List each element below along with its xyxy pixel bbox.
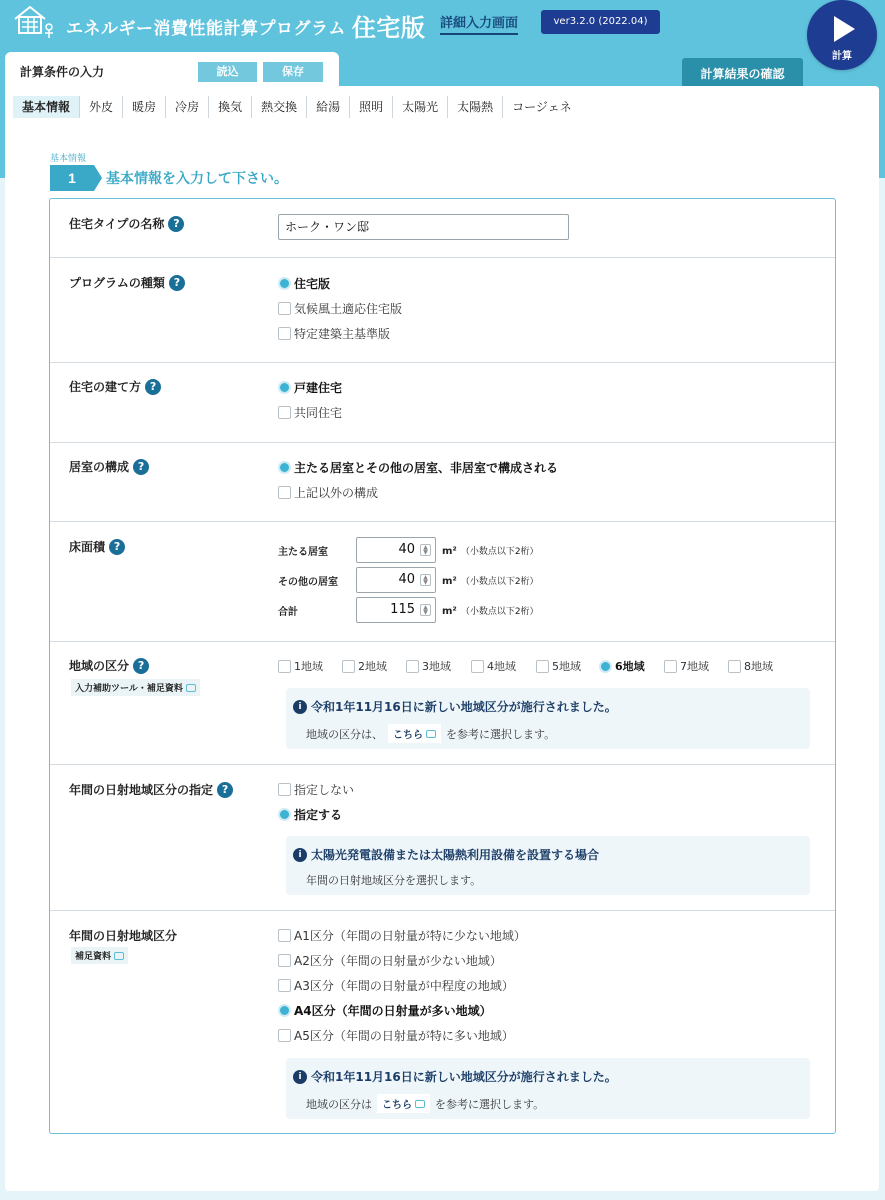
save-button[interactable]: 保存 xyxy=(263,62,323,82)
tab-solar-thermal[interactable]: 太陽熱 xyxy=(447,96,502,118)
room-option-standard[interactable]: 主たる居室とその他の居室、非居室で構成される xyxy=(278,459,558,476)
spinner-icon[interactable]: ▲ ▼ xyxy=(420,604,431,616)
radio-icon xyxy=(342,660,355,673)
tab-hot-water[interactable]: 給湯 xyxy=(306,96,349,118)
tab-cogeneration[interactable]: コージェネ xyxy=(502,96,581,118)
building-option-detached[interactable]: 戸建住宅 xyxy=(278,379,342,396)
solar-zone-option-a3[interactable]: A3区分（年間の日射量が中程度の地域） xyxy=(278,977,514,994)
radio-icon xyxy=(278,660,291,673)
section-number-badge xyxy=(50,165,102,191)
info-icon: i xyxy=(293,848,307,862)
radio-icon xyxy=(278,406,291,419)
room-config-row xyxy=(50,443,835,522)
solar-spec-info-body: 年間の日射地域区分を選択します。 xyxy=(306,874,482,887)
mode-label: 詳細入力画面 xyxy=(440,12,518,35)
program-option-specified[interactable]: 特定建築主基準版 xyxy=(278,325,390,342)
region-option-7[interactable]: 7地域 xyxy=(664,658,709,674)
play-icon xyxy=(834,16,855,42)
building-type-row xyxy=(50,363,835,443)
help-icon[interactable]: ? xyxy=(168,216,184,232)
other-room-label: その他の居室 xyxy=(278,576,338,588)
region-info-body: 地域の区分は、 こちら を参考に選択します。 xyxy=(306,724,555,743)
region-row xyxy=(50,642,835,765)
section-number: 1 xyxy=(68,170,76,186)
region-option-5[interactable]: 5地域 xyxy=(536,658,581,674)
solar-zone-info-title: i 令和1年11月16日に新しい地域区分が施行されました。 xyxy=(293,1068,617,1085)
solar-zone-info-box xyxy=(286,1058,810,1119)
region-reference-link[interactable]: こちら xyxy=(388,724,441,743)
solar-zone-row xyxy=(50,911,835,1133)
main-room-label: 主たる居室 xyxy=(278,546,328,558)
program-option-residential[interactable]: 住宅版 xyxy=(278,275,330,292)
area-unit: m² （小数点以下2桁） xyxy=(442,605,539,617)
total-area-input[interactable]: 115 ▲ ▼ xyxy=(356,597,436,623)
region-option-6[interactable]: 6地域 xyxy=(599,658,645,674)
radio-icon xyxy=(278,979,291,992)
calculate-label: 計算 xyxy=(832,51,852,62)
region-helper-link[interactable]: 入力補助ツール・補足資料 xyxy=(71,679,200,696)
main-room-area-input[interactable]: 40 ▲ ▼ xyxy=(356,537,436,563)
region-option-2[interactable]: 2地域 xyxy=(342,658,387,674)
spinner-icon[interactable]: ▲ ▼ xyxy=(420,544,431,556)
spinner-icon[interactable]: ▲ ▼ xyxy=(420,574,431,586)
info-icon: i xyxy=(293,1070,307,1084)
program-type-row xyxy=(50,258,835,363)
region-option-3[interactable]: 3地域 xyxy=(406,658,451,674)
region-info-title: i 令和1年11月16日に新しい地域区分が施行されました。 xyxy=(293,698,617,715)
help-icon[interactable]: ? xyxy=(169,275,185,291)
tab-heating[interactable]: 暖房 xyxy=(122,96,165,118)
external-link-icon xyxy=(114,952,124,960)
solar-zone-option-a2[interactable]: A2区分（年間の日射量が少ない地域） xyxy=(278,952,502,969)
calculate-button[interactable] xyxy=(807,0,877,70)
results-tab[interactable]: 計算結果の確認 xyxy=(682,58,803,90)
radio-icon xyxy=(278,1004,291,1017)
help-icon[interactable]: ? xyxy=(145,379,161,395)
floor-area-main xyxy=(278,537,539,563)
external-link-icon xyxy=(415,1100,425,1108)
solar-zone-option-a5[interactable]: A5区分（年間の日射量が特に多い地域） xyxy=(278,1027,514,1044)
radio-icon xyxy=(278,808,291,821)
program-option-climate[interactable]: 気候風土適応住宅版 xyxy=(278,300,402,317)
building-type-label: 住宅の建て方 ? xyxy=(69,378,161,395)
house-name-row xyxy=(50,199,835,258)
tab-basic[interactable]: 基本情報 xyxy=(13,96,79,118)
external-link-icon xyxy=(426,730,436,738)
tab-lighting[interactable]: 照明 xyxy=(349,96,392,118)
radio-icon xyxy=(728,660,741,673)
other-room-area-input[interactable]: 40 ▲ ▼ xyxy=(356,567,436,593)
help-icon[interactable]: ? xyxy=(133,658,149,674)
basic-info-form xyxy=(49,198,836,1134)
solar-zone-option-a1[interactable]: A1区分（年間の日射量が特に少ない地域） xyxy=(278,927,526,944)
region-option-8[interactable]: 8地域 xyxy=(728,658,773,674)
solar-zone-label: 年間の日射地域区分 xyxy=(69,929,178,943)
section-title: 基本情報を入力して下さい。 xyxy=(106,171,288,187)
conditions-title: 計算条件の入力 xyxy=(20,65,105,79)
total-area-label: 合計 xyxy=(278,606,298,618)
radio-icon xyxy=(278,1029,291,1042)
radio-icon xyxy=(599,660,612,673)
tab-heat-exchange[interactable]: 熱交換 xyxy=(251,96,306,118)
radio-icon xyxy=(278,486,291,499)
solar-spec-info-title: i 太陽光発電設備または太陽熱利用設備を設置する場合 xyxy=(293,846,599,863)
radio-icon xyxy=(278,783,291,796)
building-option-collective[interactable]: 共同住宅 xyxy=(278,404,342,421)
solar-spec-option-yes[interactable]: 指定する xyxy=(278,806,342,823)
region-option-4[interactable]: 4地域 xyxy=(471,658,516,674)
solar-spec-label: 年間の日射地域区分の指定 ? xyxy=(69,781,233,798)
radio-icon xyxy=(278,929,291,942)
solar-zone-reference-link[interactable]: こちら xyxy=(377,1094,430,1113)
solar-zone-info-body: 地域の区分は こちら を参考に選択します。 xyxy=(306,1094,544,1113)
external-link-icon xyxy=(186,684,196,692)
tab-ventilation[interactable]: 換気 xyxy=(208,96,251,118)
tab-solar-pv[interactable]: 太陽光 xyxy=(392,96,447,118)
solar-zone-option-a4[interactable]: A4区分（年間の日射量が多い地域） xyxy=(278,1002,492,1019)
region-label: 地域の区分 ? xyxy=(69,657,149,674)
category-tabs xyxy=(13,96,581,118)
radio-icon xyxy=(278,461,291,474)
radio-icon xyxy=(278,302,291,315)
program-type-label: プログラムの種類 ? xyxy=(69,274,185,291)
app-edition: 住宅版 xyxy=(351,14,426,42)
house-name-input[interactable]: ホーク・ワン邸 xyxy=(278,214,569,240)
solar-zone-helper-link[interactable]: 補足資料 xyxy=(71,947,128,964)
radio-icon xyxy=(278,327,291,340)
help-icon[interactable]: ? xyxy=(133,459,149,475)
solar-spec-info-box xyxy=(286,836,810,895)
area-unit: m² （小数点以下2桁） xyxy=(442,545,539,557)
room-option-other[interactable]: 上記以外の構成 xyxy=(278,484,378,501)
app-title: エネルギー消費性能計算プログラム 住宅版 xyxy=(66,14,426,42)
floor-area-total xyxy=(278,597,539,623)
solar-spec-row xyxy=(50,765,835,911)
house-logo-icon xyxy=(12,3,58,41)
radio-icon xyxy=(278,381,291,394)
help-icon[interactable]: ? xyxy=(109,539,125,555)
region-option-1[interactable]: 1地域 xyxy=(278,658,323,674)
info-icon: i xyxy=(293,700,307,714)
radio-icon xyxy=(278,277,291,290)
house-name-label: 住宅タイプの名称 ? xyxy=(69,215,184,232)
floor-area-label: 床面積 ? xyxy=(69,538,125,555)
tab-envelope[interactable]: 外皮 xyxy=(79,96,122,118)
room-config-label: 居室の構成 ? xyxy=(69,458,149,475)
section-caption: 基本情報 xyxy=(50,154,87,164)
load-button[interactable]: 読込 xyxy=(198,62,257,82)
tab-cooling[interactable]: 冷房 xyxy=(165,96,208,118)
radio-icon xyxy=(536,660,549,673)
version-badge: ver3.2.0 (2022.04) xyxy=(541,10,660,34)
region-info-box xyxy=(286,688,810,749)
help-icon[interactable]: ? xyxy=(217,782,233,798)
radio-icon xyxy=(406,660,419,673)
floor-area-row xyxy=(50,522,835,642)
area-unit: m² （小数点以下2桁） xyxy=(442,575,539,587)
radio-icon xyxy=(664,660,677,673)
floor-area-other xyxy=(278,567,539,593)
radio-icon xyxy=(471,660,484,673)
solar-spec-option-no[interactable]: 指定しない xyxy=(278,781,354,798)
radio-icon xyxy=(278,954,291,967)
